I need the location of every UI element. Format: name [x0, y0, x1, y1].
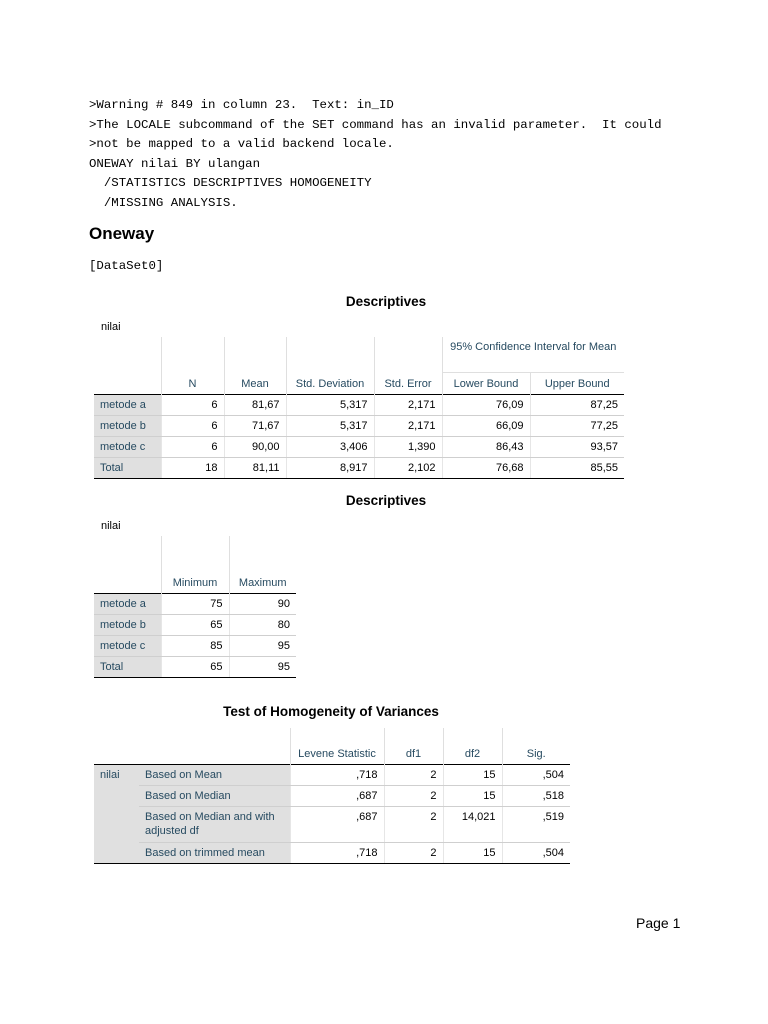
col-header: Upper Bound: [530, 372, 624, 394]
syntax-line: >not be mapped to a valid backend locale.: [89, 137, 394, 151]
table-row: [94, 436, 624, 457]
descriptives-title: Descriptives: [345, 294, 427, 309]
cell: 2,171: [374, 394, 442, 415]
table-row: [94, 614, 296, 635]
cell: 95: [229, 635, 296, 656]
cell: 6: [161, 436, 224, 457]
syntax-line: /STATISTICS DESCRIPTIVES HOMOGENEITY: [89, 176, 372, 190]
col-header: df1: [384, 728, 443, 764]
row-label: Based on Median and with adjusted df: [139, 806, 290, 842]
cell: 77,25: [530, 415, 624, 436]
cell: 2: [384, 764, 443, 785]
cell: 14,021: [443, 806, 502, 842]
table-row: [94, 415, 624, 436]
col-header: Std. Deviation: [286, 337, 374, 394]
cell: 87,25: [530, 394, 624, 415]
cell: 15: [443, 842, 502, 863]
col-header: Sig.: [502, 728, 570, 764]
syntax-line: >The LOCALE subcommand of the SET command has an invalid parameter. It could: [89, 117, 662, 132]
cell: ,687: [290, 806, 384, 842]
row-label: metode a: [94, 394, 161, 415]
cell: 81,67: [224, 394, 286, 415]
cell: 2,171: [374, 415, 442, 436]
cell: 5,317: [286, 415, 374, 436]
cell: ,718: [290, 764, 384, 785]
cell: 66,09: [442, 415, 530, 436]
cell: 6: [161, 415, 224, 436]
cell: 2: [384, 842, 443, 863]
table-row: [94, 764, 570, 785]
cell: 76,09: [442, 394, 530, 415]
col-header: Maximum: [229, 536, 296, 593]
cell: 2: [384, 785, 443, 806]
syntax-line: /MISSING ANALYSIS.: [89, 195, 238, 210]
table-row: [94, 785, 570, 806]
row-label: Based on Mean: [139, 764, 290, 785]
min-max-table: [94, 536, 296, 678]
cell: 15: [443, 785, 502, 806]
variable-cell: nilai: [94, 764, 139, 863]
row-label: Total: [94, 656, 161, 677]
cell: 81,11: [224, 457, 286, 478]
cell: 15: [443, 764, 502, 785]
cell: ,518: [502, 785, 570, 806]
cell: 65: [161, 656, 229, 677]
table-row: [94, 842, 570, 863]
cell: ,504: [502, 764, 570, 785]
row-label: metode c: [94, 635, 161, 656]
cell: 2,102: [374, 457, 442, 478]
descriptives-table: [94, 337, 624, 479]
table-row: [94, 635, 296, 656]
cell: ,718: [290, 842, 384, 863]
row-label: metode c: [94, 436, 161, 457]
row-label: Based on Median: [139, 785, 290, 806]
cell: ,687: [290, 785, 384, 806]
cell: 75: [161, 593, 229, 614]
table-row: [94, 656, 296, 677]
table-row: [94, 457, 624, 478]
cell: 2: [384, 806, 443, 842]
col-header: Lower Bound: [442, 372, 530, 394]
col-header: df2: [443, 728, 502, 764]
cell: ,504: [502, 842, 570, 863]
syntax-line: >Warning # 849 in column 23. Text: in_ID: [89, 98, 394, 112]
cell: 1,390: [374, 436, 442, 457]
variable-label: nilai: [101, 321, 121, 333]
cell: 65: [161, 614, 229, 635]
row-label: metode b: [94, 614, 161, 635]
cell: 93,57: [530, 436, 624, 457]
table-row: [94, 394, 624, 415]
ci-header: 95% Confidence Interval for Mean: [442, 337, 624, 372]
cell: 8,917: [286, 457, 374, 478]
table-row: [94, 806, 570, 842]
col-header: Std. Error: [374, 337, 442, 394]
row-label: Based on trimmed mean: [139, 842, 290, 863]
cell: 71,67: [224, 415, 286, 436]
dataset-label: [DataSet0]: [89, 259, 164, 273]
section-title: Oneway: [89, 224, 155, 243]
table-row: [94, 593, 296, 614]
cell: 76,68: [442, 457, 530, 478]
cell: 90,00: [224, 436, 286, 457]
cell: 3,406: [286, 436, 374, 457]
cell: 5,317: [286, 394, 374, 415]
page-number: Page 1: [636, 915, 681, 931]
homogeneity-title: Test of Homogeneity of Variances: [223, 704, 439, 719]
descriptives-title: Descriptives: [345, 493, 427, 508]
cell: 85: [161, 635, 229, 656]
row-label: metode a: [94, 593, 161, 614]
cell: 95: [229, 656, 296, 677]
row-label: Total: [94, 457, 161, 478]
homogeneity-table: [94, 728, 570, 864]
row-label: metode b: [94, 415, 161, 436]
cell: ,519: [502, 806, 570, 842]
cell: 90: [229, 593, 296, 614]
variable-label: nilai: [101, 520, 121, 532]
col-header: N: [161, 337, 224, 394]
cell: 86,43: [442, 436, 530, 457]
cell: 18: [161, 457, 224, 478]
cell: 80: [229, 614, 296, 635]
cell: 6: [161, 394, 224, 415]
syntax-log: [89, 96, 662, 213]
col-header: Mean: [224, 337, 286, 394]
cell: 85,55: [530, 457, 624, 478]
col-header: Minimum: [161, 536, 229, 593]
col-header: Levene Statistic: [290, 728, 384, 764]
syntax-line: ONEWAY nilai BY ulangan: [89, 156, 261, 171]
